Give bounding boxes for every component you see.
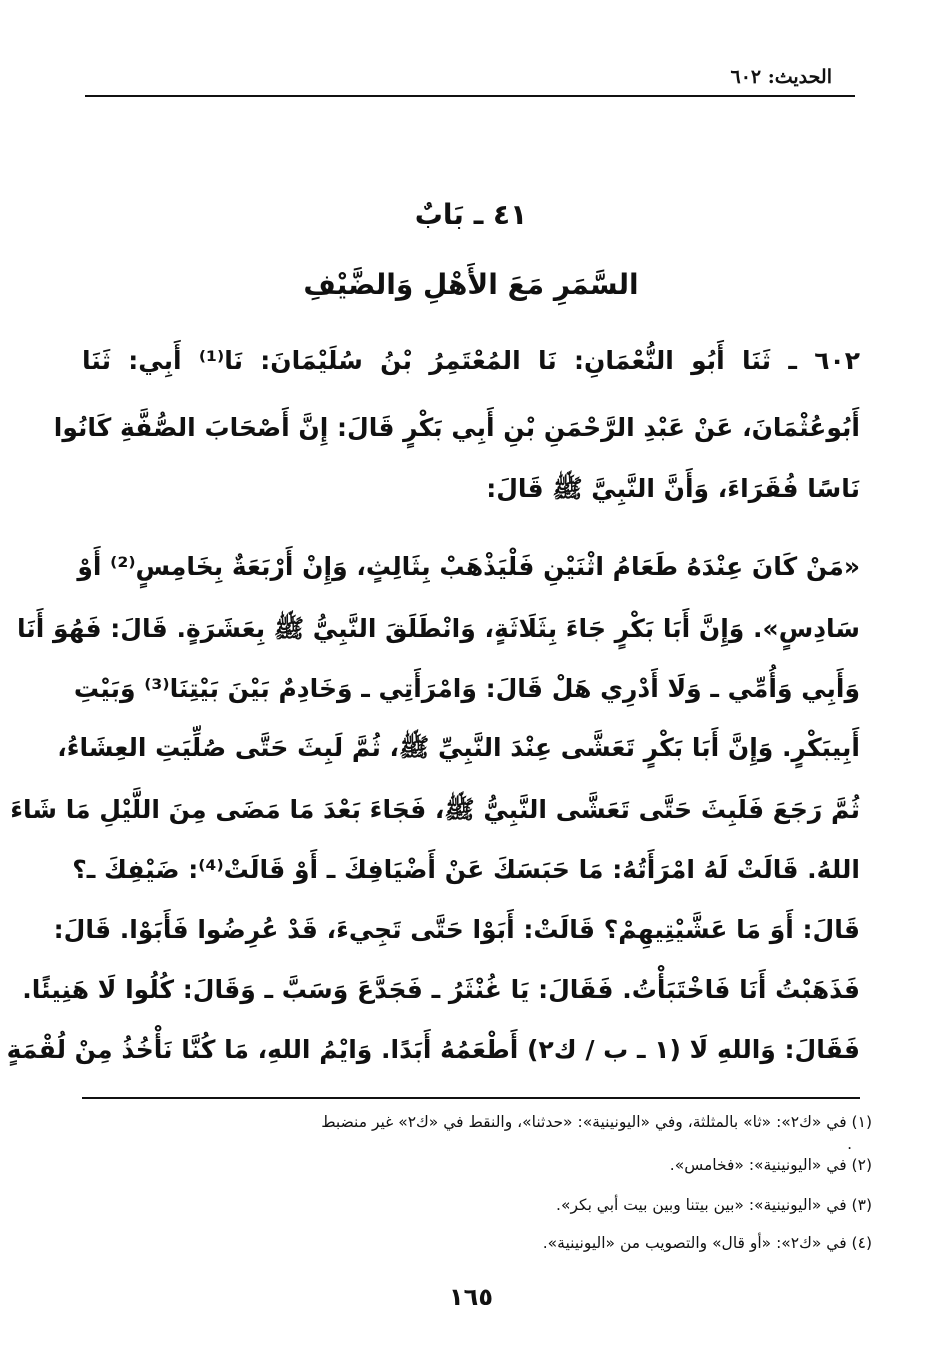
chapter-title: السَّمَرِ مَعَ الأَهْلِ وَالضَّيْفِ	[303, 268, 639, 301]
body-line: فَقَالَ: وَاللهِ لَا (١ ـ ب / ك٢) أَطْعَمُهُ أَبَدًا. وَايْمُ اللهِ، مَا كُنَّا نَأْخُذُ مِنْ لُقْمَةٍ	[6, 1035, 860, 1064]
body-line: «مَنْ كَانَ عِنْدَهُ طَعَامُ اثْنَيْنِ فَلْيَذْهَبْ بِثَالِثٍ، وَإِنْ أَرْبَعَةٌ بِخَامِسٍ⁽²⁾ أَوْ	[77, 552, 860, 581]
footnote: (٣) في «اليونينية»: «بين بيتنا وبين بيت أبي بكر».	[556, 1196, 872, 1214]
footnote: (١) في «ك٢»: «ثا» بالمثلثة، وفي «اليونينية»: «حدثنا»، والنقط في «ك٢» غير منضبط	[321, 1113, 872, 1131]
footnote-continuation: .	[847, 1135, 852, 1153]
body-line: فَذَهَبْتُ أَنَا فَاخْتَبَأْتُ. فَقَالَ: يَا غُنْثَرُ ـ فَجَدَّعَ وَسَبَّ ـ وَقَالَ: كُلُوا لَا هَنِيئًا.	[22, 975, 860, 1004]
footnote: (٤) في «ك٢»: «أو قال» والتصويب من «اليونينية».	[542, 1234, 872, 1252]
body-line: نَاسًا فُقَرَاءَ، وَأَنَّ النَّبِيَّ ﷺ قَالَ:	[486, 474, 860, 503]
footnote: (٢) في «اليونينية»: «فخامس».	[669, 1156, 872, 1174]
header-rule	[85, 95, 855, 97]
body-line: وَأَبِي وَأُمِّي ـ وَلَا أَدْرِي هَلْ قَالَ: وَامْرَأَتِي ـ وَخَادِمٌ بَيْنَ بَيْتِنَا⁽³⁾ وَبَيْتِ	[73, 674, 860, 703]
body-line: سَادِسٍ». وَإِنَّ أَبَا بَكْرٍ جَاءَ بِثَلَاثَةٍ، وَانْطَلَقَ النَّبِيُّ ﷺ بِعَشَرَةٍ. قَالَ: فَهُوَ أَنَا	[17, 614, 860, 643]
body-line: ٦٠٢ ـ ثَنَا أَبُو النُّعْمَانِ: نَا المُعْتَمِرُ بْنُ سُلَيْمَانَ: نَا⁽¹⁾ أَبِي: ثَنَا	[82, 346, 860, 375]
page-number: ١٦٥	[449, 1283, 493, 1311]
footnote-rule	[82, 1097, 860, 1099]
body-line: ثُمَّ رَجَعَ فَلَبِثَ حَتَّى تَعَشَّى النَّبِيُّ ﷺ، فَجَاءَ بَعْدَ مَا مَضَى مِنَ اللَّيْلِ مَا شَاءَ	[10, 795, 860, 824]
body-line: قَالَ: أَوَ مَا عَشَّيْتِيهِمْ؟ قَالَتْ: أَبَوْا حَتَّى تَجِيءَ، قَدْ عُرِضُوا فَأَبَوْا. قَالَ:	[53, 915, 860, 944]
body-line: اللهُ. قَالَتْ لَهُ امْرَأَتُهُ: مَا حَبَسَكَ عَنْ أَضْيَافِكَ ـ أَوْ قَالَتْ⁽⁴⁾: ضَيْفِكَ ـ؟	[72, 855, 860, 884]
chapter-number: ٤١ ـ بَابٌ	[414, 198, 528, 231]
body-line: أَبُوعُثْمَانَ، عَنْ عَبْدِ الرَّحْمَنِ بْنِ أَبِي بَكْرٍ قَالَ: إِنَّ أَصْحَابَ الصُّفَّةِ كَانُوا	[53, 413, 860, 442]
running-header: الحديث: ٦٠٢	[730, 66, 832, 88]
body-line: أَبِيبَكْرٍ. وَإِنَّ أَبَا بَكْرٍ تَعَشَّى عِنْدَ النَّبِيِّ ﷺ، ثُمَّ لَبِثَ حَتَّى صُلِّيَتِ العِشَاءُ،	[57, 733, 860, 762]
